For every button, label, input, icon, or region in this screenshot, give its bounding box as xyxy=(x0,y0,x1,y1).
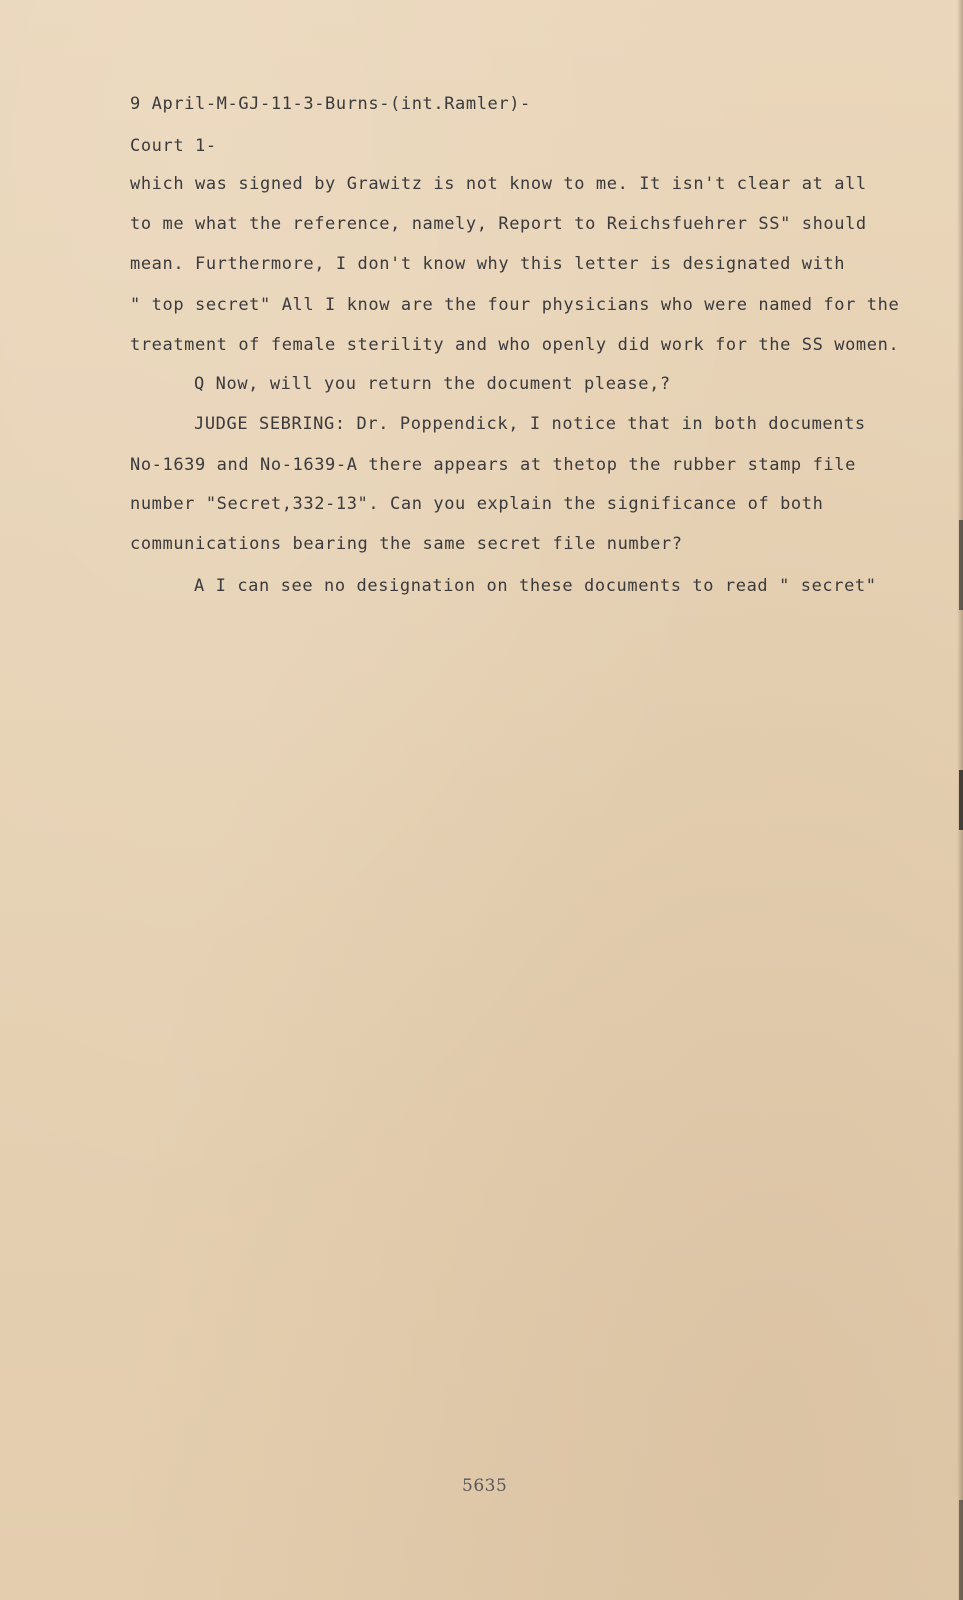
page-number: 5635 xyxy=(462,1476,508,1496)
transcript-line: " top secret" All I know are the four physicians who were named for the xyxy=(130,295,900,315)
transcript-line: No-1639 and No-1639-A there appears at thetop the rubber stamp file xyxy=(130,455,856,475)
transcript-line: mean. Furthermore, I don't know why this letter is designated with xyxy=(130,254,846,274)
transcript-line: which was signed by Grawitz is not know to me. It isn't clear at all xyxy=(130,174,867,194)
binding-mark xyxy=(959,770,963,830)
transcript-session-header: 9 April-M-GJ-11-3-Burns-(int.Ramler)- xyxy=(130,94,531,114)
answer-line: A I can see no designation on these documents to read " secret" xyxy=(194,576,877,596)
judge-statement-line: JUDGE SEBRING: Dr. Poppendick, I notice that in both documents xyxy=(194,414,866,434)
transcript-line: to me what the reference, namely, Report to Reichsfuehrer SS" should xyxy=(130,214,867,234)
binding-mark xyxy=(959,1500,963,1600)
court-header: Court 1- xyxy=(130,136,217,156)
transcript-line: communications bearing the same secret file number? xyxy=(130,534,683,554)
transcript-line: number "Secret,332-13". Can you explain the significance of both xyxy=(130,494,824,514)
transcript-line: treatment of female sterility and who openly did work for the SS women. xyxy=(130,335,900,355)
binding-mark xyxy=(959,520,963,610)
question-line: Q Now, will you return the document please,? xyxy=(194,374,671,394)
